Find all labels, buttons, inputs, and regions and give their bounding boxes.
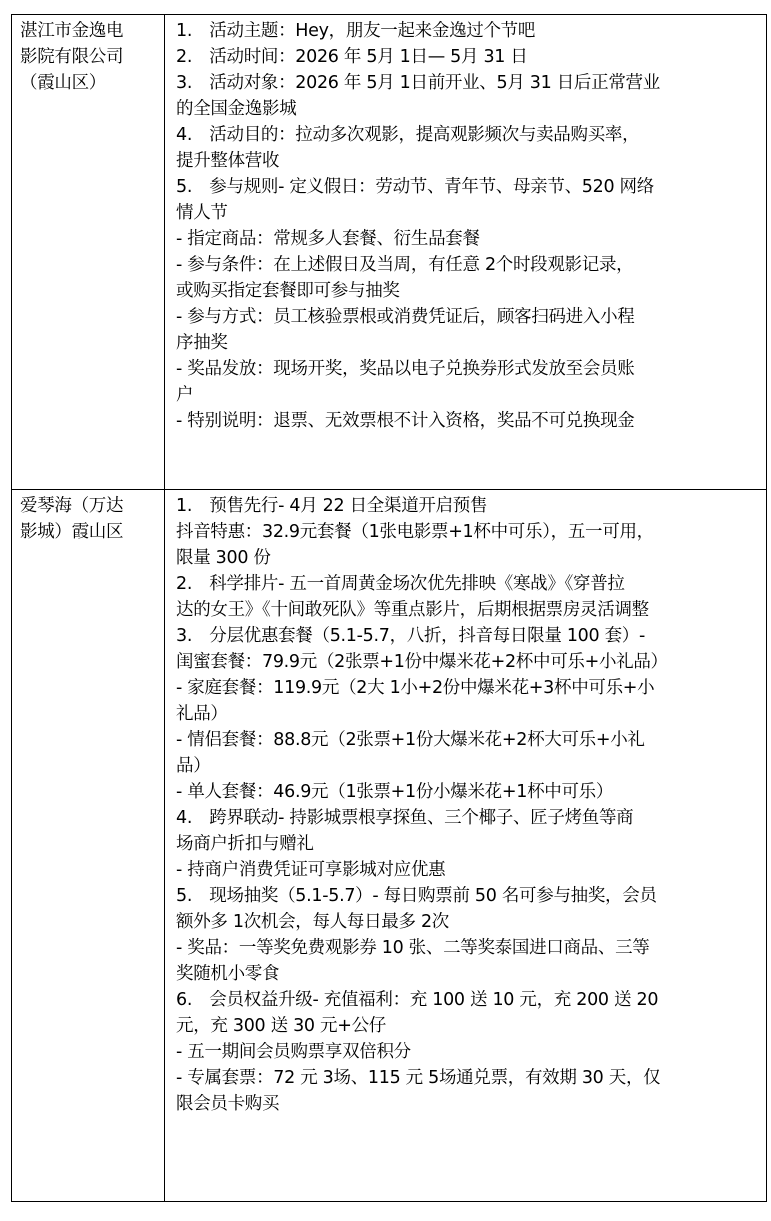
content-line: 奖随机小零食: [176, 964, 280, 984]
content-line: 5. 参与规则- 定义假日：劳动节、青年节、母亲节、520 网络: [176, 177, 654, 197]
activity-content-cell: [165, 490, 767, 1202]
content-line: 4. 活动目的：拉动多次观影，提高观影频次与卖品购买率，: [176, 125, 640, 145]
activity-content: [165, 15, 766, 434]
content-line: 情人节: [176, 203, 228, 223]
content-line: 2. 科学排片- 五一首周黄金场次优先排映《寒战》《穿普拉: [176, 574, 625, 594]
content-line: - 五一期间会员购票享双倍积分: [176, 1042, 411, 1062]
cinema-name-line: 影城）霞山区: [20, 522, 124, 542]
content-line: 4. 跨界联动- 持影城票根享探鱼、三个椰子、匠子烤鱼等商: [176, 808, 634, 828]
content-line: 品）: [176, 756, 211, 776]
cinema-name-cell: [12, 490, 165, 1202]
cinema-name-line: 湛江市金逸电: [20, 21, 124, 41]
content-line: 序抽奖: [176, 333, 228, 353]
content-line: 元，充 300 送 30 元+公仔: [176, 1016, 386, 1036]
content-line: 限量 300 份: [176, 548, 271, 568]
content-line: - 参与方式：员工核验票根或消费凭证后，顾客扫码进入小程: [176, 307, 635, 327]
content-line: - 单人套餐：46.9元（1张票+1份小爆米花+1杯中可乐）: [176, 782, 614, 802]
content-line: 闺蜜套餐：79.9元（2张票+1份中爆米花+2杯中可乐+小礼品）: [176, 652, 668, 672]
content-line: 场商户折扣与赠礼: [176, 834, 314, 854]
content-line: 的全国金逸影城: [176, 99, 297, 119]
content-line: 1. 活动主题：Hey，朋友一起来金逸过个节吧: [176, 21, 536, 41]
cinema-name-cell: [12, 15, 165, 490]
content-line: - 家庭套餐：119.9元（2大 1小+2份中爆米花+3杯中可乐+小: [176, 678, 655, 698]
content-line: 抖音特惠：32.9元套餐（1张电影票+1杯中可乐），五一可用，: [176, 522, 654, 542]
content-line: - 指定商品：常规多人套餐、衍生品套餐: [176, 229, 480, 249]
content-line: 6. 会员权益升级- 充值福利：充 100 送 10 元，充 200 送 20: [176, 990, 659, 1010]
content-line: 礼品）: [176, 704, 228, 724]
content-line: 5. 现场抽奖（5.1-5.7）- 每日购票前 50 名可参与抽奖，会员: [176, 886, 657, 906]
activity-table: [11, 14, 767, 1202]
table-row: [12, 490, 767, 1202]
content-line: 户: [176, 385, 194, 405]
content-line: 或购买指定套餐即可参与抽奖: [176, 281, 400, 301]
content-line: 额外多 1次机会，每人每日最多 2次: [176, 912, 449, 932]
table-row: [12, 15, 767, 490]
content-line: - 奖品：一等奖免费观影券 10 张、二等奖泰国进口商品、三等: [176, 938, 650, 958]
cinema-name-line: 影院有限公司: [20, 47, 124, 67]
content-line: 限会员卡购买: [176, 1094, 280, 1114]
activity-content-cell: [165, 15, 767, 490]
cinema-name: [12, 490, 164, 545]
content-line: - 奖品发放：现场开奖，奖品以电子兑换券形式发放至会员账: [176, 359, 635, 379]
content-line: - 特别说明：退票、无效票根不计入资格，奖品不可兑换现金: [176, 411, 635, 431]
content-line: 3. 活动对象：2026 年 5月 1日前开业、5月 31 日后正常营业: [176, 73, 660, 93]
content-line: 3. 分层优惠套餐（5.1-5.7，八折，抖音每日限量 100 套）-: [176, 626, 646, 646]
content-line: - 情侣套餐：88.8元（2张票+1份大爆米花+2杯大可乐+小礼: [176, 730, 645, 750]
activity-content: [165, 490, 766, 1117]
content-line: - 专属套票：72 元 3场、115 元 5场通兑票，有效期 30 天，仅: [176, 1068, 661, 1088]
cinema-name-line: 爱琴海（万达: [20, 496, 124, 516]
cinema-name-line: （霞山区）: [20, 73, 106, 93]
content-line: - 持商户消费凭证可享影城对应优惠: [176, 860, 446, 880]
content-line: 达的女王》《十间敢死队》等重点影片，后期根据票房灵活调整: [176, 600, 649, 620]
cinema-name: [12, 15, 164, 96]
content-line: 提升整体营收: [176, 151, 280, 171]
content-line: 2. 活动时间：2026 年 5月 1日— 5月 31 日: [176, 47, 528, 67]
content-line: - 参与条件：在上述假日及当周，有任意 2个时段观影记录，: [176, 255, 634, 275]
content-line: 1. 预售先行- 4月 22 日全渠道开启预售: [176, 496, 488, 516]
